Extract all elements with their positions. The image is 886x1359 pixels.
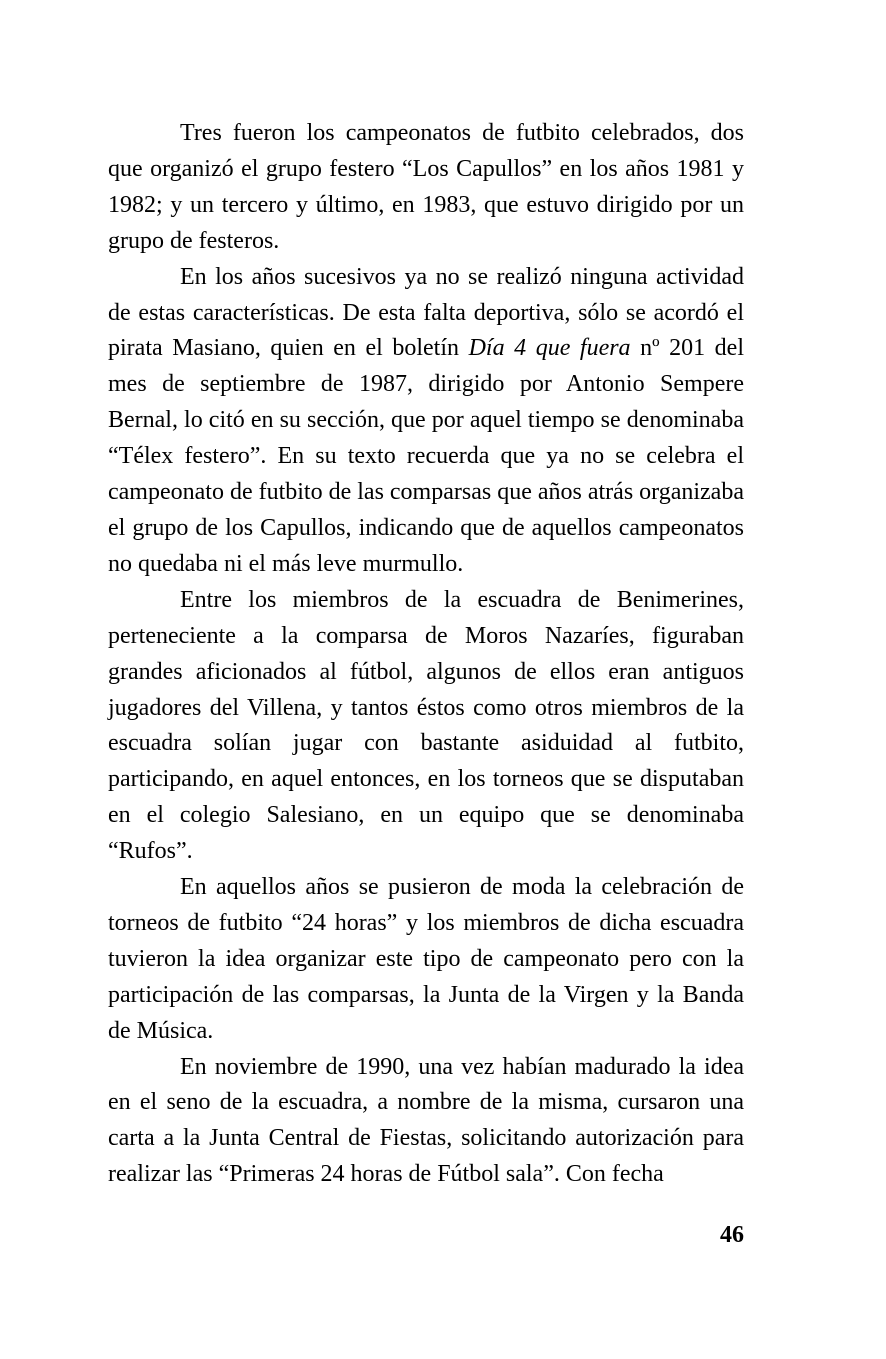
paragraph-2-text-after: nº 201 del mes de septiembre de 1987, dirigido por Antonio Sempere Bernal, lo citó en su sección, que por aquel tiempo se denominaba “Télex festero”. En su texto recuerda que ya no se celebra el campeonato de futbito de las comparsas que años atrás organizaba el grupo de los Capullos, indicando que de aquellos campeonatos no quedaba ni el más leve murmullo. [108, 335, 744, 577]
paragraph-2-text-before: En los años sucesivos ya no se realizó ninguna actividad de estas características. De esta falta deportiva, sólo se acordó el pirata Masiano, quien en el boletín [108, 263, 744, 362]
page-body [108, 116, 744, 1193]
paragraph-4: En aquellos años se pusieron de moda la celebración de torneos de futbito “24 horas” y los miembros de dicha escuadra tuvieron la idea organizar este tipo de campeonato pero con la participación de las comparsas, la Junta de la Virgen y la Banda de Música. [108, 874, 744, 1044]
paragraph-1: Tres fueron los campeonatos de futbito celebrados, dos que organizó el grupo festero “Los Capullos” en los años 1981 y 1982; y un tercero y último, en 1983, que estuvo dirigido por un grupo de festeros. [108, 120, 744, 254]
paragraph-2 [108, 260, 744, 583]
paragraph-3: Entre los miembros de la escuadra de Benimerines, perteneciente a la comparsa de Moros Nazaríes, figuraban grandes aficionados al fútbol, algunos de ellos eran antiguos jugadores del Villena, y tantos éstos como otros miembros de la escuadra solían jugar con bastante asiduidad al futbito, participando, en aquel entonces, en los torneos que se disputaban en el colegio Salesiano, en un equipo que se denominaba “Rufos”. [108, 586, 744, 865]
paragraph-5: En noviembre de 1990, una vez habían madurado la idea en el seno de la escuadra, a nombre de la misma, cursaron una carta a la Junta Central de Fiestas, solicitando autorización para realizar las “Primeras 24 horas de Fútbol sala”. Con fecha [108, 1053, 744, 1188]
bulletin-title: Día 4 que fuera [468, 335, 631, 362]
page-number: 46 [720, 1222, 744, 1248]
